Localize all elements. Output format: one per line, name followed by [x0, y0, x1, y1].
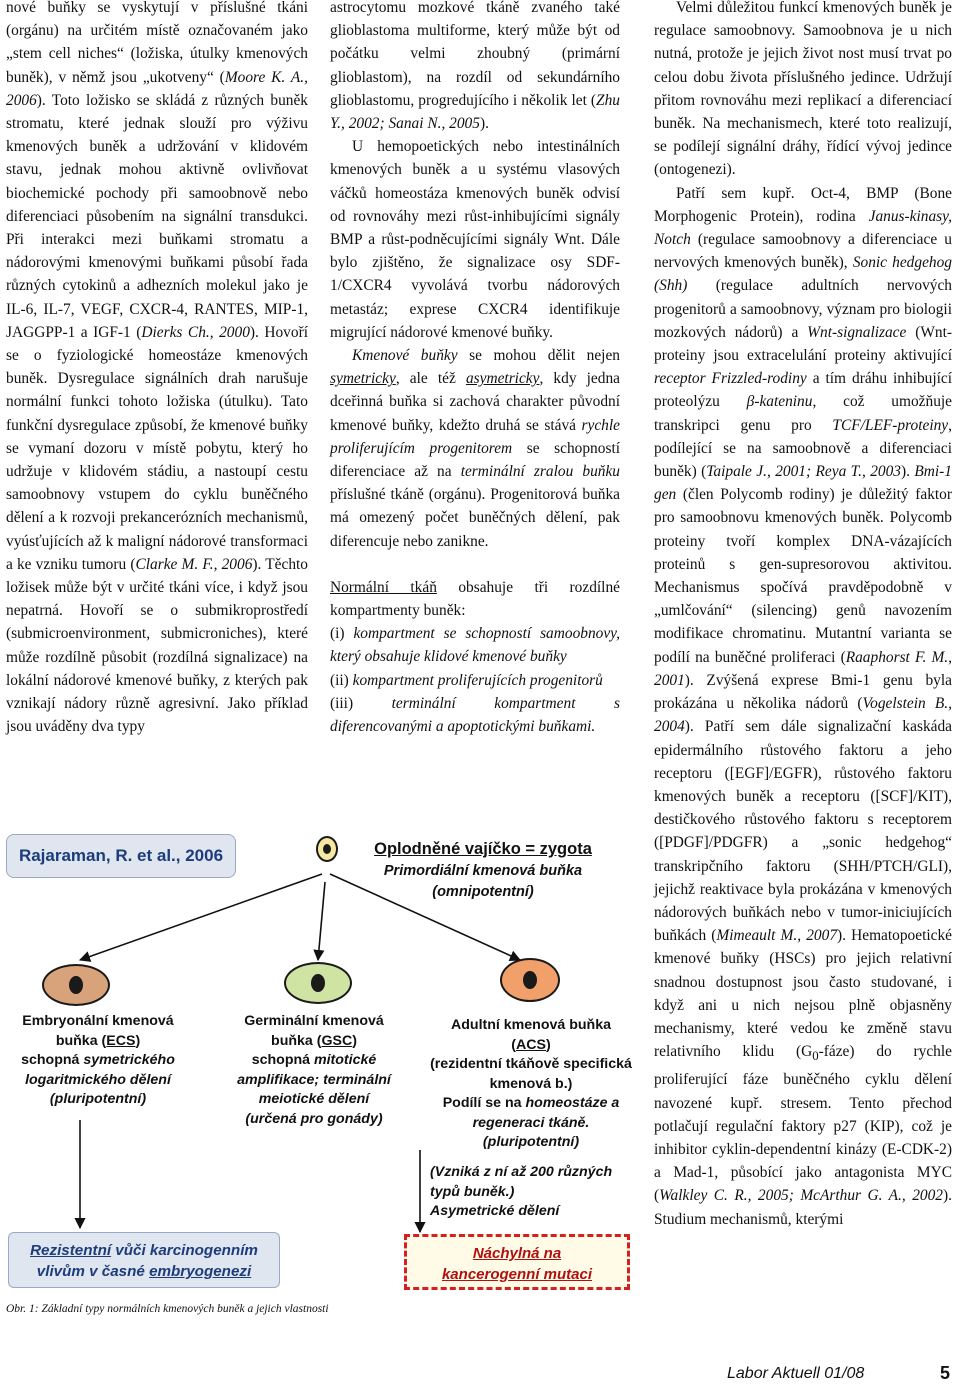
- ecs-cell: [42, 964, 110, 1006]
- nucleus-icon: [323, 844, 331, 854]
- paragraph: Normální tkáň obsahuje tři rozdílné kompartmenty buněk:: [330, 578, 620, 620]
- zygote-title: Oplodněné vajíčko = zygota: [374, 840, 592, 858]
- column-3: [654, 0, 952, 1231]
- list-item: (i) kompartment se schopností samoobnovy, který obsahuje klidové kmenové buňky: [330, 625, 621, 666]
- list-item: (ii) kompartment proliferujících progenitorů: [330, 671, 603, 689]
- ecs-label: Embryonální kmenová buňka (ECS) schopná symetrického logaritmického dělení (pluripotentní): [21, 1013, 175, 1107]
- paragraph: Kmenové buňky se mohou dělit nejen symetricky, ale též asymetricky, kdy jedna dceřinná buňka si zachová charakter původní kmenové buňky, kdežto druhá se stává rychle proliferujícím progenitorem se schopností diferenciace až na terminální zralou buňku příslušné tkáně (orgánu). Progenitorová buňka má omezený počet buněčných dělení, pak diferencuje nebo zanikne.: [330, 347, 620, 550]
- acs-cell: [500, 958, 560, 1002]
- figure-author-box: Rajaraman, R. et al., 2006: [6, 834, 236, 878]
- zygote-cell: [316, 836, 338, 862]
- nucleus-icon: [523, 971, 537, 989]
- arrow-to-gsc: [318, 882, 325, 960]
- nucleus-icon: [311, 974, 325, 992]
- paragraph: U hemopoetických nebo intestinálních kmenových buněk a u systému vlasových váčků homeostáza kmenových buněk odvisí od rovnováhy mezi růst-inhibujícími signály BMP a růst-podněcujícími signály Wnt. Dále bylo zjištěno, že signalizace osy SDF-1/CXCR4 vyvolává tvorbu nádorových metastáz; exprese CXCR4 identifikuje migrující nádorové kmenové buňky.: [330, 138, 620, 341]
- paragraph: astrocytomu mozkové tkáně zvaného také glioblastoma multiforme, který může být od počátku velmi zhoubný (primární glioblastom), na rozdíl od sekundárního glioblastomu, progredujícího i několik let (Zhu Y., 2002; Sanai N., 2005).: [330, 0, 620, 133]
- column-2: [330, 0, 620, 738]
- nucleus-icon: [69, 976, 83, 994]
- paragraph: nové buňky se vyskytují v příslušné tkáni (orgánu) na určitém místě označovaném jako „stem cell niches“ (ložiska, útulky kmenových buněk), v němž jsou „ukotveny“ (Moore K. A., 2006). Toto ložisko se skládá z různých buněk stromatu, které jednak slouží pro výživu kmenových buněk a udržování v klidovém stavu, jednak mohou aktivně ovlivňovat biochemické pochody při samoobnově nebo diferenciaci působením na signální transdukci. Při interakci mezi buňkami stromatu a nádorovými kmenovými buňkami působí řada různých cytokinů a adhezních molekul jako je IL-6, IL-7, VEGF, CXCR-4, RANTES, MIP-1, JAGGPP-1 a IGF-1 (Dierks Ch., 2000). Hovoří se o fyziologické homeostáze kmenových buněk. Dysregulace signálních drah narušuje normální funkci tohoto ložiska (útulku). Tato funkční dysregulace způsobí, že kmenové buňky se vymaní dozoru v místě pobytu, který ho udržuje v klidovém stádiu, a nastoupí cestu samoobnovy vstupem do cyklu buněčného dělení a k rozvoji prekancerózních mechanismů, vyúsťujících až k maligní nádorové transformaci a ke vzniku tumoru (Clarke M. F., 2006). Těchto ložisek může být v určité tkáni více, i když jsou nepatrná. Hovoří se o submikroprostředí (submicroenvironment, submicroniches), které může rozdílně působit (rozdílná signalizace) na lokální nádorové kmenové buňky, z kterých pak vznikají nádory různě agresivní. Jako příklad jsou uváděny dva typy: [6, 0, 308, 736]
- zygote-subtitle: Primordiální kmenová buňka (omnipotentní): [383, 863, 583, 900]
- resistant-box: Rezistentní vůči karcinogenním vlivům v časné embryogenezi: [8, 1232, 280, 1288]
- arrow-to-ecs: [80, 874, 322, 960]
- acs-note: (Vzniká z ní až 200 různých typů buněk.) Asymetrické dělení: [430, 1164, 613, 1219]
- acs-label: Adultní kmenová buňka (ACS) (rezidentní tkáňově specifická kmenová b.) Podílí se na homeostáze a regeneraci tkáně. (pluripotentní): [430, 1017, 632, 1150]
- paragraph: Patří sem kupř. Oct-4, BMP (Bone Morphogenic Protein), rodina Janus-kinasy, Notch (regulace samoobnovy a diferenciace u nervových kmenových buněk), Sonic hedgehog (Shh) (regulace adultních nervových progenitorů a samoobnovy, význam pro biologii mozkových nádorů) a Wnt-signalizace (Wnt-proteiny jsou extracelulání proteiny aktivující receptor Frizzled-rodiny a tím dráhu inhibující proteolýzu β-kateninu, což umožňuje transkripci genu pro TCF/LEF-proteiny, podílející se na samoobnově a diferenciaci buněk) (Taipale J., 2001; Reya T., 2003). Bmi-1 gen (člen Polycomb rodiny) je důležitý faktor pro samoobnovu kmenových buněk. Polycomb proteiny tvoří komplex DNA-vázajících proteinů s gen-supresorovou aktivitou. Mechanismus spočívá pravděpodobně v „umlčování“ (silencing) genů navozením modifikace chromatinu. Mutantní varianta se podílí na buněčné proliferaci (Raaphorst F. M., 2001). Zvýšená exprese Bmi-1 genu byla prokázána u několika nádorů (Vogelstein B., 2004). Patří sem dále signalizační kaskáda epidermálního růstového faktoru a jeho receptoru ([EGF]/EGFR), růstového faktoru kmenových buněk a receptoru ([SCF]/KIT), destičkového růstového faktoru s receptorem ([PDGF]/PDGFR) a „sonic hedgehog“ transkripčního faktoru (SHH/PTCH/GLI), jejichž reaktivace byla prokázána v kmenových nádorových buňkách nebo v tumor-iniciujících buňkách (Mimeault M., 2007). Hematopoetické kmenové buňky (HSCs) pro jejich relativní snadnou dostupnost jsou často studované, i když ani u nich nejsou plně objasněny mechanismy, které vedou ke změně stavu relativního klidu $(G_0-fáze)$ do rychle proliferující fáze buněčného cyklu dělení navozené kupř. stresem. Tento přechod potlačují regulační faktory p27 (KIP), což je inhibitor cyklin-dependentní kinázy (E-CDK-2) a Mad-1, působící jako antagonista MYC (Walkley C. R., 2005; McArthur G. A., 2002). Studium mechanismů, kterými: [654, 184, 953, 1228]
- gsc-cell: [284, 962, 352, 1004]
- figure-caption: Obr. 1: Základní typy normálních kmenových buněk a jejich vlastnosti: [6, 1303, 329, 1315]
- susceptible-box: Náchylná na kancerogenní mutaci: [404, 1234, 630, 1290]
- column-1: [6, 0, 308, 739]
- paragraph: Velmi důležitou funkcí kmenových buněk je regulace samoobnovy. Samoobnova je u nich nutná, protože je jejich život nost musí trvat po celou dobu života příslušného jedince. Udržují přitom rovnováhu mezi replikací a diferenciací buněk. Na mechanismech, které toto realizují, se podílejí signální dráhy, řídící vývoj jedince (ontogenezi).: [654, 0, 952, 179]
- list-item: (iii) terminální kompartment s diferencovanými a apoptotickými buňkami.: [330, 694, 620, 736]
- journal-footer: Labor Aktuell 01/08: [727, 1365, 865, 1382]
- gsc-label: Germinální kmenová buňka (GSC) schopná mitotické amplifikace; terminální meiotické dělení (určená pro gonády): [237, 1013, 391, 1127]
- page-number: 5: [940, 1363, 951, 1383]
